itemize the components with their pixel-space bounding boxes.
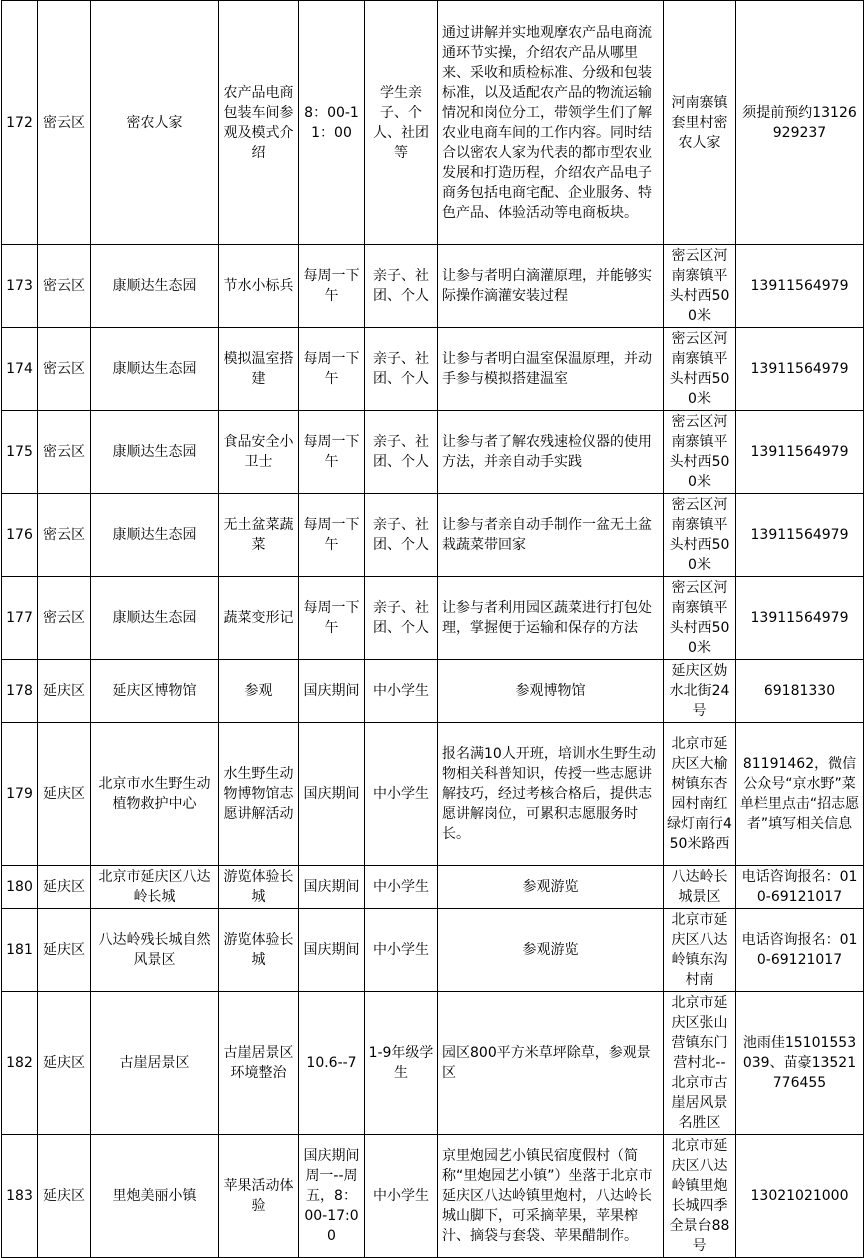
address-cell: 延庆区妫水北街24号 [664, 660, 736, 723]
address-cell: 密云区河南寨镇平头村西500米 [664, 494, 736, 577]
activity-time-cell: 国庆期间 [299, 660, 365, 723]
contact-cell: 电话咨询报名：010-69121017 [736, 866, 864, 909]
audience-cell: 中小学生 [365, 909, 438, 992]
activity-content-cell: 通过讲解并实地观摩农产品电商流通环节实操，介绍农产品从哪里来、采收和质检标准、分级和包装标准，以及适配农产品的物流运输情况和岗位分工，带领学生们了解农业电商车间的工作内容。同时结合以密农人家为代表的都市型农业发展和打造历程，介绍农产品电子商务包括电商宅配、企业服务、特色产品、体验活动等电商板块。 [438, 1, 664, 245]
contact-cell: 69181330 [736, 660, 864, 723]
activity-content-cell: 参观游览 [438, 909, 664, 992]
district-cell: 延庆区 [38, 866, 91, 909]
audience-cell: 亲子、社团、个人 [365, 494, 438, 577]
district-cell: 密云区 [38, 1, 91, 245]
district-cell: 延庆区 [38, 723, 91, 866]
activity-content-cell: 参观游览 [438, 866, 664, 909]
organization-cell: 北京市延庆区八达岭长城 [91, 866, 219, 909]
row-number: 179 [2, 723, 38, 866]
activity-name-cell: 水生野生动物博物馆志愿讲解活动 [219, 723, 299, 866]
table-row [2, 245, 864, 328]
row-number: 180 [2, 866, 38, 909]
row-number: 182 [2, 992, 38, 1135]
district-cell: 密云区 [38, 411, 91, 494]
activity-name-cell: 苹果活动体验 [219, 1135, 299, 1258]
activity-name-cell: 农产品电商包装车间参观及模式介绍 [219, 1, 299, 245]
organization-cell: 康顺达生态园 [91, 245, 219, 328]
contact-cell: 池雨佳15101553039、苗豪13521776455 [736, 992, 864, 1135]
activity-name-cell: 参观 [219, 660, 299, 723]
organization-cell: 八达岭残长城自然风景区 [91, 909, 219, 992]
activity-time-cell: 每周一下午 [299, 411, 365, 494]
contact-cell: 13021021000 [736, 1135, 864, 1258]
row-number: 178 [2, 660, 38, 723]
district-cell: 延庆区 [38, 909, 91, 992]
organization-cell: 延庆区博物馆 [91, 660, 219, 723]
address-cell: 北京市延庆区大榆树镇东杏园村南红绿灯南行450米路西 [664, 723, 736, 866]
audience-cell: 中小学生 [365, 723, 438, 866]
district-cell: 延庆区 [38, 660, 91, 723]
contact-cell: 13911564979 [736, 245, 864, 328]
table-row [2, 577, 864, 660]
row-number: 173 [2, 245, 38, 328]
row-number: 177 [2, 577, 38, 660]
activity-time-cell: 每周一下午 [299, 494, 365, 577]
audience-cell: 亲子、社团、个人 [365, 411, 438, 494]
activity-content-cell: 京里炮园艺小镇民宿度假村（简称“里炮园艺小镇”）坐落于北京市延庆区八达岭镇里炮村，八达岭长城山脚下，可采摘苹果，苹果榨汁、摘袋与套袋、苹果醋制作。 [438, 1135, 664, 1258]
activity-name-cell: 无土盆菜蔬菜 [219, 494, 299, 577]
audience-cell: 亲子、社团、个人 [365, 245, 438, 328]
district-cell: 密云区 [38, 577, 91, 660]
address-cell: 北京市延庆区八达岭镇里炮长城四季全景台88号 [664, 1135, 736, 1258]
row-number: 175 [2, 411, 38, 494]
address-cell: 河南寨镇套里村密农人家 [664, 1, 736, 245]
contact-cell: 须提前预约13126929237 [736, 1, 864, 245]
table-row [2, 1, 864, 245]
activity-content-cell: 园区800平方米草坪除草，参观景区 [438, 992, 664, 1135]
district-cell: 密云区 [38, 494, 91, 577]
table-row [2, 723, 864, 866]
activity-time-cell: 国庆期间 [299, 723, 365, 866]
table-row [2, 328, 864, 411]
table-row [2, 909, 864, 992]
audience-cell: 中小学生 [365, 866, 438, 909]
activity-time-cell: 国庆期间周一--周五，8：00-17:00 [299, 1135, 365, 1258]
activity-content-cell: 参观博物馆 [438, 660, 664, 723]
activity-content-cell: 让参与者亲自动手制作一盆无土盆栽蔬菜带回家 [438, 494, 664, 577]
row-number: 174 [2, 328, 38, 411]
organization-cell: 康顺达生态园 [91, 494, 219, 577]
row-number: 172 [2, 1, 38, 245]
activity-time-cell: 每周一下午 [299, 328, 365, 411]
audience-cell: 中小学生 [365, 1135, 438, 1258]
row-number: 181 [2, 909, 38, 992]
organization-cell: 里炮美丽小镇 [91, 1135, 219, 1258]
organization-cell: 古崖居景区 [91, 992, 219, 1135]
organization-cell: 康顺达生态园 [91, 577, 219, 660]
row-number: 183 [2, 1135, 38, 1258]
activity-time-cell: 每周一下午 [299, 577, 365, 660]
activity-name-cell: 蔬菜变形记 [219, 577, 299, 660]
address-cell: 密云区河南寨镇平头村西500米 [664, 328, 736, 411]
contact-cell: 电话咨询报名：010-69121017 [736, 909, 864, 992]
table-row [2, 494, 864, 577]
address-cell: 密云区河南寨镇平头村西500米 [664, 245, 736, 328]
audience-cell: 亲子、社团、个人 [365, 577, 438, 660]
activity-name-cell: 模拟温室搭建 [219, 328, 299, 411]
contact-cell: 13911564979 [736, 577, 864, 660]
activity-name-cell: 节水小标兵 [219, 245, 299, 328]
organization-cell: 北京市水生野生动植物救护中心 [91, 723, 219, 866]
audience-cell: 亲子、社团、个人 [365, 328, 438, 411]
address-cell: 北京市延庆区张山营镇东门营村北--北京市古崖居风景名胜区 [664, 992, 736, 1135]
audience-cell: 1-9年级学生 [365, 992, 438, 1135]
address-cell: 密云区河南寨镇平头村西500米 [664, 411, 736, 494]
table-row [2, 992, 864, 1135]
organization-cell: 康顺达生态园 [91, 328, 219, 411]
activity-content-cell: 让参与者明白温室保温原理，并动手参与模拟搭建温室 [438, 328, 664, 411]
contact-cell: 81191462，微信公众号“京水野”菜单栏里点击“招志愿者”填写相关信息 [736, 723, 864, 866]
district-cell: 密云区 [38, 245, 91, 328]
activity-time-cell: 国庆期间 [299, 909, 365, 992]
district-cell: 密云区 [38, 328, 91, 411]
organization-cell: 密农人家 [91, 1, 219, 245]
address-cell: 八达岭长城景区 [664, 866, 736, 909]
contact-cell: 13911564979 [736, 494, 864, 577]
activity-content-cell: 让参与者了解农残速检仪器的使用方法，并亲自动手实践 [438, 411, 664, 494]
activity-time-cell: 国庆期间 [299, 866, 365, 909]
table-row [2, 866, 864, 909]
table-row [2, 411, 864, 494]
activity-time-cell: 10.6--7 [299, 992, 365, 1135]
row-number: 176 [2, 494, 38, 577]
contact-cell: 13911564979 [736, 328, 864, 411]
activity-content-cell: 让参与者利用园区蔬菜进行打包处理，掌握便于运输和保存的方法 [438, 577, 664, 660]
activity-time-cell: 每周一下午 [299, 245, 365, 328]
address-cell: 北京市延庆区八达岭镇东沟村南 [664, 909, 736, 992]
activity-name-cell: 游览体验长城 [219, 909, 299, 992]
activity-name-cell: 古崖居景区环境整治 [219, 992, 299, 1135]
activity-content-cell: 让参与者明白滴灌原理，并能够实际操作滴灌安装过程 [438, 245, 664, 328]
activity-time-cell: 8：00-11：00 [299, 1, 365, 245]
activity-content-cell: 报名满10人开班，培训水生野生动物相关科普知识，传授一些志愿讲解技巧，经过考核合格后，提供志愿讲解岗位，可累积志愿服务时长。 [438, 723, 664, 866]
organization-cell: 康顺达生态园 [91, 411, 219, 494]
table-row [2, 1135, 864, 1258]
district-cell: 延庆区 [38, 992, 91, 1135]
table-row [2, 660, 864, 723]
audience-cell: 中小学生 [365, 660, 438, 723]
activity-name-cell: 游览体验长城 [219, 866, 299, 909]
address-cell: 密云区河南寨镇平头村西500米 [664, 577, 736, 660]
activity-table [1, 0, 864, 1258]
audience-cell: 学生亲子、个人、社团等 [365, 1, 438, 245]
district-cell: 延庆区 [38, 1135, 91, 1258]
contact-cell: 13911564979 [736, 411, 864, 494]
activity-name-cell: 食品安全小卫士 [219, 411, 299, 494]
